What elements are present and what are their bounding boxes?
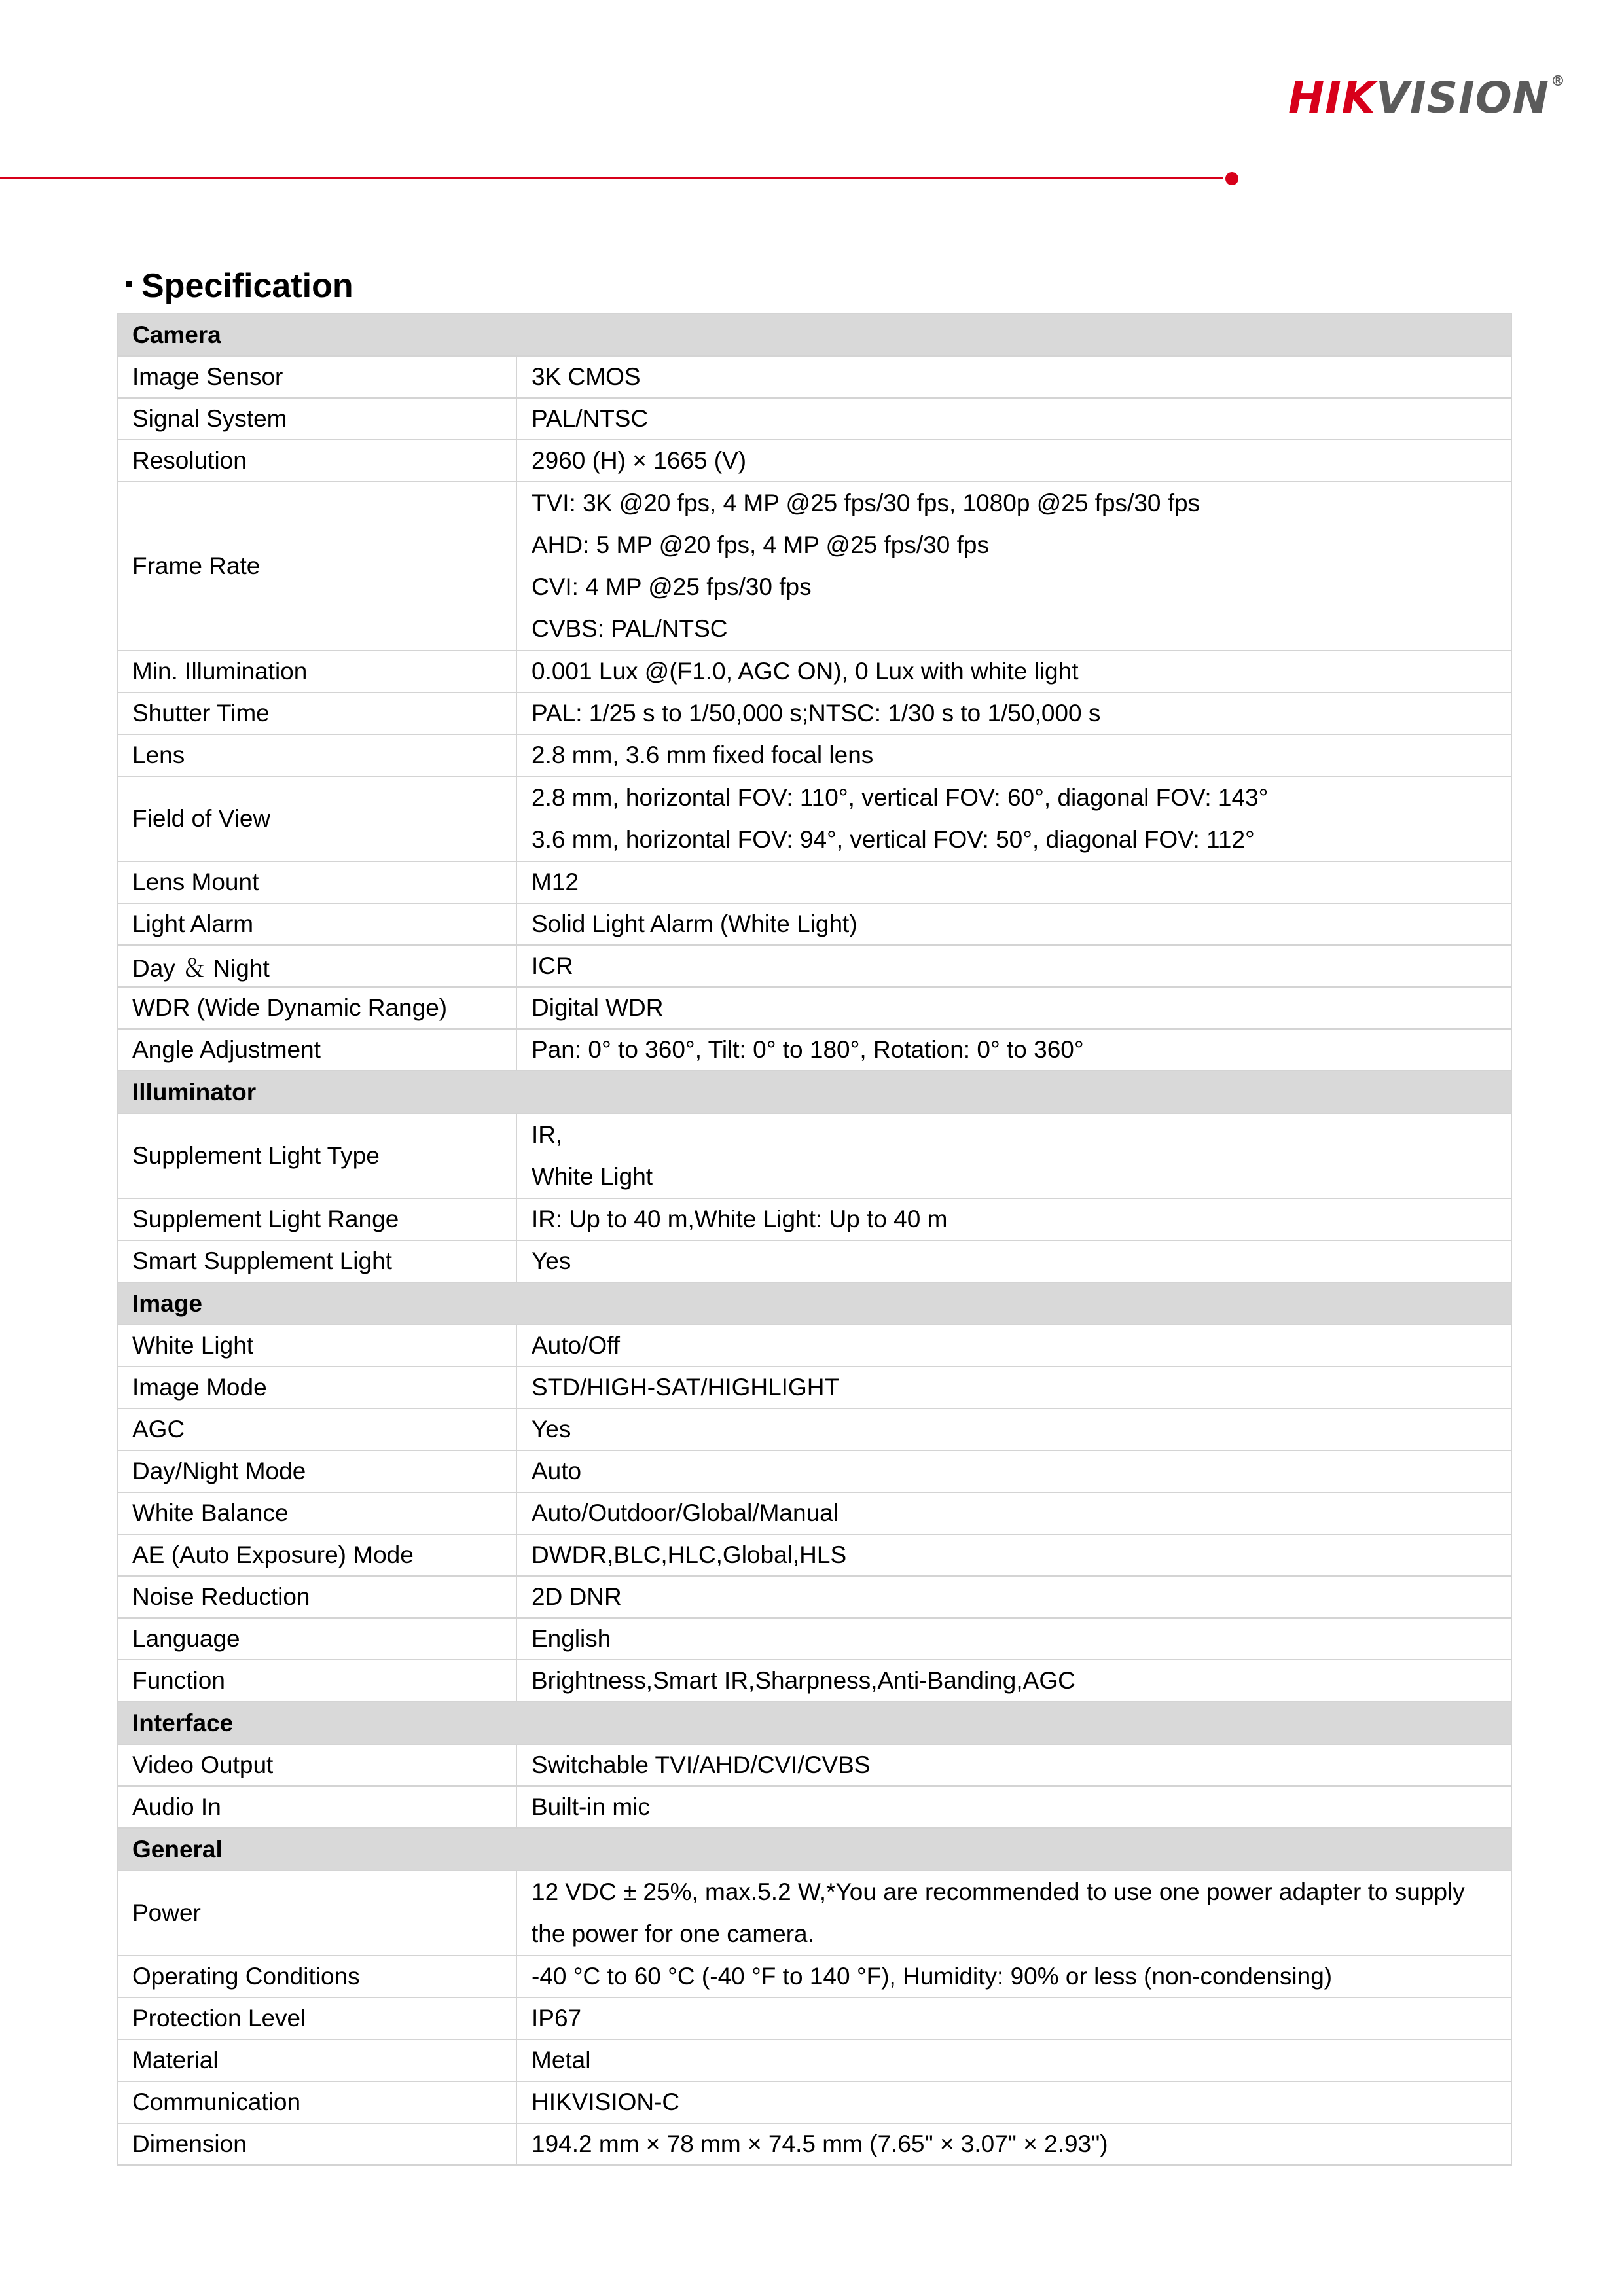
spec-row — [117, 1534, 1511, 1576]
spec-label: Light Alarm — [117, 903, 516, 945]
spec-value-line: PAL: 1/25 s to 1/50,000 s;NTSC: 1/30 s to 1/50,000 s — [532, 700, 1101, 726]
spec-label: WDR (Wide Dynamic Range) — [117, 987, 516, 1029]
spec-label: Resolution — [117, 440, 516, 482]
spec-row — [117, 1113, 1511, 1198]
spec-group-row — [117, 1828, 1511, 1871]
spec-value — [516, 1744, 1511, 1786]
spec-label: Lens — [117, 734, 516, 776]
header-divider — [0, 177, 1223, 179]
spec-row — [117, 1660, 1511, 1702]
spec-row — [117, 482, 1511, 651]
spec-value — [516, 1450, 1511, 1492]
spec-value-line: HIKVISION-C — [532, 2089, 680, 2115]
spec-label: Angle Adjustment — [117, 1029, 516, 1071]
brand-logo-part2: VISION — [1375, 73, 1550, 123]
spec-row — [117, 1198, 1511, 1240]
spec-label: Lens Mount — [117, 861, 516, 903]
spec-group-heading: Interface — [117, 1702, 1511, 1744]
spec-table-body — [117, 314, 1511, 2165]
spec-value — [516, 692, 1511, 734]
spec-value-line: 0.001 Lux @(F1.0, AGC ON), 0 Lux with white light — [532, 658, 1079, 685]
spec-value-line: 2.8 mm, 3.6 mm fixed focal lens — [532, 742, 874, 768]
spec-value-line: PAL/NTSC — [532, 405, 649, 432]
spec-value — [516, 398, 1511, 440]
spec-value-line: 3K CMOS — [532, 363, 641, 390]
spec-value-line: English — [532, 1625, 611, 1652]
spec-value-line: ICR — [532, 952, 573, 979]
spec-label: Supplement Light Range — [117, 1198, 516, 1240]
spec-value-line: Brightness,Smart IR,Sharpness,Anti-Banding,AGC — [532, 1667, 1075, 1694]
spec-row — [117, 1367, 1511, 1408]
spec-value-line: Built-in mic — [532, 1793, 650, 1820]
spec-row — [117, 1618, 1511, 1660]
spec-row — [117, 861, 1511, 903]
spec-row — [117, 1029, 1511, 1071]
spec-value-line: -40 °C to 60 °C (-40 °F to 140 °F), Humidity: 90% or less (non-condensing) — [532, 1963, 1333, 1990]
spec-value — [516, 987, 1511, 1029]
spec-value-line: CVI: 4 MP @25 fps/30 fps — [532, 573, 812, 600]
spec-row — [117, 945, 1511, 987]
spec-value-line: M12 — [532, 869, 579, 895]
spec-row — [117, 1786, 1511, 1828]
spec-row — [117, 1408, 1511, 1450]
spec-value — [516, 1029, 1511, 1071]
spec-row — [117, 2081, 1511, 2123]
spec-label: Shutter Time — [117, 692, 516, 734]
spec-label: Image Mode — [117, 1367, 516, 1408]
spec-label: Function — [117, 1660, 516, 1702]
spec-value-line: Switchable TVI/AHD/CVI/CVBS — [532, 1751, 871, 1778]
spec-value-line: 12 VDC ± 25%, max.5.2 W,*You are recommended to use one power adapter to supply — [532, 1878, 1465, 1905]
spec-value — [516, 776, 1511, 861]
spec-label: AE (Auto Exposure) Mode — [117, 1534, 516, 1576]
spec-row — [117, 440, 1511, 482]
brand-logo-part1: HIK — [1288, 73, 1376, 123]
spec-label: Power — [117, 1871, 516, 1956]
spec-row — [117, 2039, 1511, 2081]
spec-row — [117, 987, 1511, 1029]
spec-label: Frame Rate — [117, 482, 516, 651]
spec-row — [117, 1956, 1511, 1998]
spec-value — [516, 482, 1511, 651]
spec-value — [516, 1871, 1511, 1956]
spec-label: Communication — [117, 2081, 516, 2123]
spec-value — [516, 903, 1511, 945]
spec-value-line: TVI: 3K @20 fps, 4 MP @25 fps/30 fps, 1080p @25 fps/30 fps — [532, 490, 1200, 516]
spec-label: Min. Illumination — [117, 651, 516, 692]
spec-value — [516, 440, 1511, 482]
spec-label: Field of View — [117, 776, 516, 861]
spec-label: Smart Supplement Light — [117, 1240, 516, 1282]
spec-value — [516, 1408, 1511, 1450]
spec-label: Material — [117, 2039, 516, 2081]
header-divider-dot — [1225, 172, 1238, 185]
spec-value-line: DWDR,BLC,HLC,Global,HLS — [532, 1541, 847, 1568]
spec-value — [516, 2081, 1511, 2123]
spec-group-row — [117, 314, 1511, 356]
spec-value-line: the power for one camera. — [532, 1920, 814, 1947]
spec-table — [117, 313, 1512, 2166]
section-title — [126, 263, 353, 309]
spec-value-line: Metal — [532, 2047, 591, 2073]
spec-value — [516, 1240, 1511, 1282]
spec-value — [516, 2039, 1511, 2081]
spec-group-heading: Illuminator — [117, 1071, 1511, 1113]
spec-value — [516, 1198, 1511, 1240]
spec-label: Noise Reduction — [117, 1576, 516, 1618]
spec-label: Video Output — [117, 1744, 516, 1786]
spec-value — [516, 1576, 1511, 1618]
spec-row — [117, 356, 1511, 398]
spec-group-heading: General — [117, 1828, 1511, 1871]
spec-label: Audio In — [117, 1786, 516, 1828]
spec-row — [117, 776, 1511, 861]
spec-row — [117, 1576, 1511, 1618]
spec-value — [516, 1492, 1511, 1534]
spec-value-line: White Light — [532, 1163, 653, 1190]
spec-value — [516, 1367, 1511, 1408]
spec-row — [117, 398, 1511, 440]
section-bullet-icon — [126, 281, 132, 287]
spec-value — [516, 1998, 1511, 2039]
spec-value-line: 3.6 mm, horizontal FOV: 94°, vertical FOV: 50°, diagonal FOV: 112° — [532, 826, 1255, 853]
spec-value — [516, 651, 1511, 692]
spec-label: White Light — [117, 1325, 516, 1367]
spec-value-line: 2.8 mm, horizontal FOV: 110°, vertical FOV: 60°, diagonal FOV: 143° — [532, 784, 1269, 811]
spec-row — [117, 1744, 1511, 1786]
spec-row — [117, 734, 1511, 776]
spec-value-line: IR, — [532, 1121, 563, 1148]
spec-row — [117, 1871, 1511, 1956]
spec-value — [516, 2123, 1511, 2165]
spec-group-row — [117, 1282, 1511, 1325]
spec-label: AGC — [117, 1408, 516, 1450]
spec-value-line: Yes — [532, 1416, 571, 1443]
spec-value-line: CVBS: PAL/NTSC — [532, 615, 728, 642]
spec-row — [117, 2123, 1511, 2165]
spec-value-line: 2960 (H) × 1665 (V) — [532, 447, 747, 474]
spec-value — [516, 945, 1511, 987]
spec-value-line: Solid Light Alarm (White Light) — [532, 910, 857, 937]
spec-label: Image Sensor — [117, 356, 516, 398]
spec-row — [117, 903, 1511, 945]
spec-group-heading: Image — [117, 1282, 1511, 1325]
spec-value-line: Auto/Outdoor/Global/Manual — [532, 1499, 839, 1526]
brand-logo — [1288, 72, 1566, 124]
spec-value-line: Digital WDR — [532, 994, 664, 1021]
spec-row — [117, 1450, 1511, 1492]
spec-value — [516, 734, 1511, 776]
spec-value — [516, 1786, 1511, 1828]
spec-label: Signal System — [117, 398, 516, 440]
spec-row — [117, 692, 1511, 734]
spec-row — [117, 1325, 1511, 1367]
spec-value-line: 194.2 mm × 78 mm × 74.5 mm (7.65" × 3.07" × 2.93") — [532, 2130, 1108, 2157]
spec-value — [516, 356, 1511, 398]
spec-value-line: 2D DNR — [532, 1583, 622, 1610]
spec-value — [516, 861, 1511, 903]
spec-label: Protection Level — [117, 1998, 516, 2039]
spec-label: Supplement Light Type — [117, 1113, 516, 1198]
spec-value-line: IP67 — [532, 2005, 582, 2032]
spec-value-line: Yes — [532, 1247, 571, 1274]
registered-mark: ® — [1551, 73, 1566, 90]
spec-label: Dimension — [117, 2123, 516, 2165]
spec-group-row — [117, 1071, 1511, 1113]
spec-value — [516, 1618, 1511, 1660]
spec-group-heading: Camera — [117, 314, 1511, 356]
spec-value — [516, 1956, 1511, 1998]
spec-value — [516, 1534, 1511, 1576]
spec-value — [516, 1113, 1511, 1198]
spec-label: Day ＆ Night — [117, 945, 516, 987]
spec-row — [117, 651, 1511, 692]
spec-value-line: Auto — [532, 1458, 582, 1484]
spec-row — [117, 1492, 1511, 1534]
spec-label: White Balance — [117, 1492, 516, 1534]
spec-row — [117, 1240, 1511, 1282]
spec-value-line: STD/HIGH-SAT/HIGHLIGHT — [532, 1374, 840, 1401]
spec-row — [117, 1998, 1511, 2039]
section-title-text: Specification — [141, 267, 353, 305]
spec-value — [516, 1660, 1511, 1702]
spec-value-line: Auto/Off — [532, 1332, 621, 1359]
spec-value-line: IR: Up to 40 m,White Light: Up to 40 m — [532, 1206, 948, 1232]
spec-label: Language — [117, 1618, 516, 1660]
spec-value-line: Pan: 0° to 360°, Tilt: 0° to 180°, Rotation: 0° to 360° — [532, 1036, 1084, 1063]
spec-value — [516, 1325, 1511, 1367]
spec-label: Day/Night Mode — [117, 1450, 516, 1492]
spec-group-row — [117, 1702, 1511, 1744]
spec-label: Operating Conditions — [117, 1956, 516, 1998]
spec-value-line: AHD: 5 MP @20 fps, 4 MP @25 fps/30 fps — [532, 531, 989, 558]
